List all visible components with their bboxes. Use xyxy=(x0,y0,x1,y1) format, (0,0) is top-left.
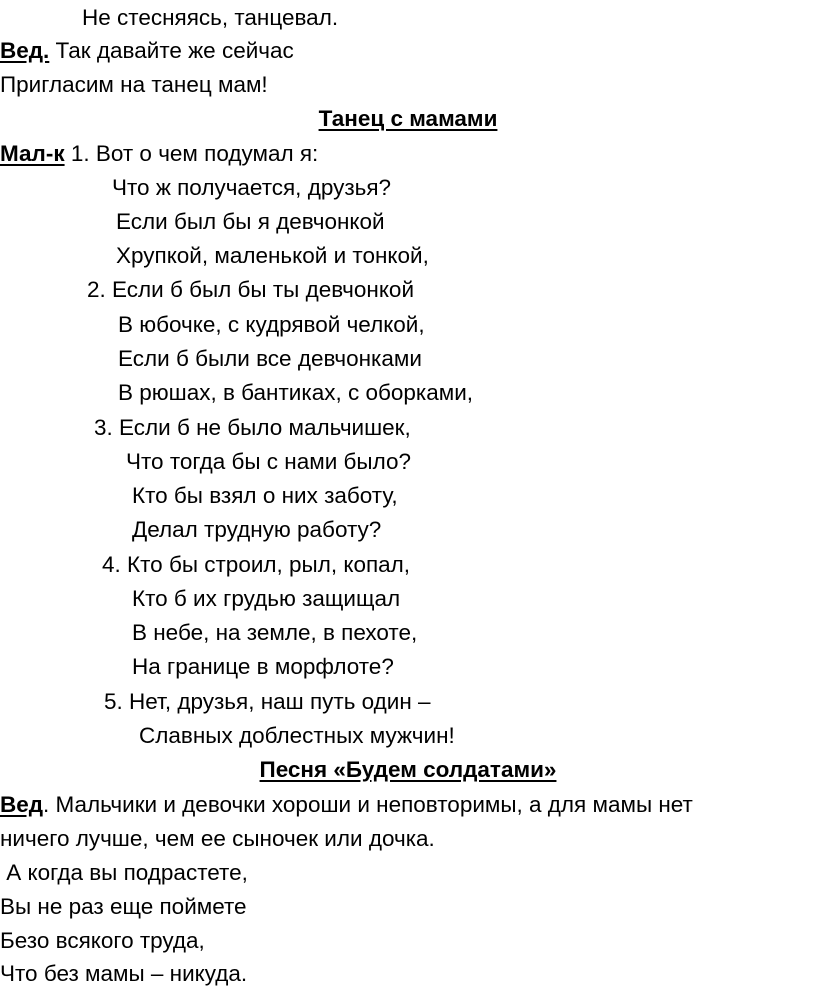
text-line-8: Хрупкой, маленькой и тонкой, xyxy=(116,243,429,268)
text-line-19: В небе, на земле, в пехоте, xyxy=(132,620,418,645)
section-heading-song: Песня «Будем солдатами» xyxy=(259,757,557,782)
text-line-7: Если был бы я девчонкой xyxy=(116,209,385,234)
text-line-17: 4. Кто бы строил, рыл, копал, xyxy=(102,552,411,577)
text-line-16: Делал трудную работу? xyxy=(132,517,382,542)
text-line-27: Вы не раз еще поймете xyxy=(0,894,247,919)
text-line-10: В юбочке, с кудрявой челкой, xyxy=(118,312,425,337)
text-line-18: Кто б их грудью защищал xyxy=(132,586,401,611)
text-line-29: Что без мамы – никуда. xyxy=(0,961,248,986)
text-line-6: Что ж получается, друзья? xyxy=(112,175,392,200)
text-line-11: Если б были все девчонками xyxy=(118,346,422,371)
text-line-3: Пригласим на танец мам! xyxy=(0,72,268,97)
text-line-15: Кто бы взял о них заботу, xyxy=(132,483,398,508)
speaker-label-ved: Вед. xyxy=(0,38,50,63)
text-line-9: 2. Если б был бы ты девчонкой xyxy=(87,277,415,302)
text-line-28: Безо всякого труда, xyxy=(0,928,205,953)
speaker-label-ved-2: Вед xyxy=(0,792,44,817)
text-line-26: А когда вы подрастете, xyxy=(0,860,248,885)
text-line-25: ничего лучше, чем ее сыночек или дочка. xyxy=(0,826,435,851)
speaker-label-boy: Мал-к xyxy=(0,141,65,166)
text-line-24: Вед. Мальчики и девочки хороши и неповторимы, а для мамы нет xyxy=(0,792,693,817)
section-heading-dance: Танец с мамами xyxy=(318,106,498,131)
text-line-5: Мал-к 1. Вот о чем подумал я: xyxy=(0,141,319,166)
text-line-20: На границе в морфлоте? xyxy=(132,654,394,679)
text-line-21: 5. Нет, друзья, наш путь один – xyxy=(104,689,431,714)
text-line-12: В рюшах, в бантиках, с оборками, xyxy=(118,380,474,405)
text-line-22: Славных доблестных мужчин! xyxy=(139,723,455,748)
text-line-13: 3. Если б не было мальчишек, xyxy=(94,415,411,440)
text-line-14: Что тогда бы с нами было? xyxy=(126,449,411,474)
text-line-1: Не стесняясь, танцевал. xyxy=(82,5,339,30)
text-line-2: Вед. Так давайте же сейчас xyxy=(0,38,294,63)
